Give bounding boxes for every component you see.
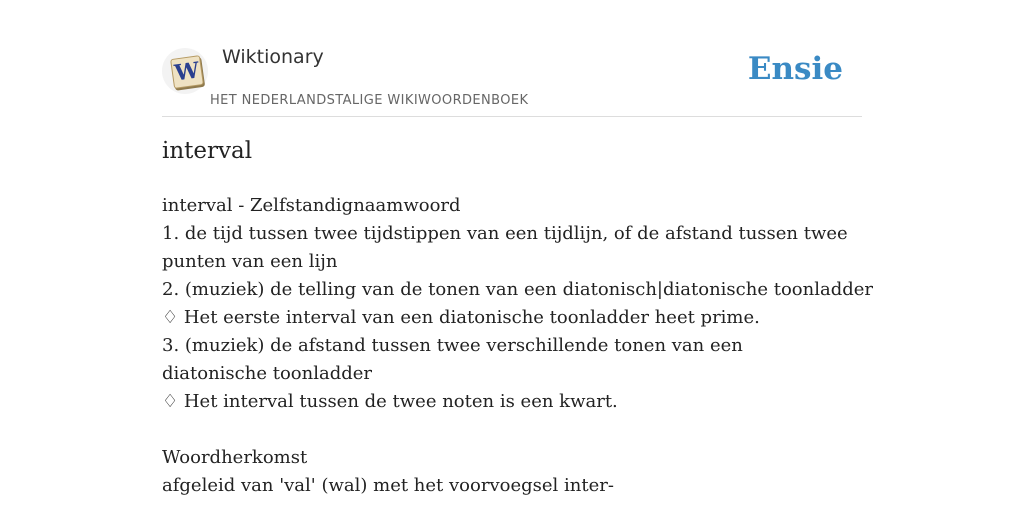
etymology-text: afgeleid van 'val' (wal) met het voorvoegsel inter- bbox=[162, 475, 614, 496]
example-2: ♢ Het eerste interval van een diatonische toonladder heet prime. bbox=[162, 307, 760, 328]
definition-3: 3. (muziek) de afstand tussen twee verschillende tonen van een diatonische toonladder bbox=[162, 335, 743, 384]
ensie-brand-link[interactable]: Ensie bbox=[747, 51, 843, 87]
logo-tile bbox=[170, 55, 204, 89]
wiktionary-logo-icon[interactable] bbox=[162, 48, 208, 94]
etymology-heading: Woordherkomst bbox=[162, 447, 308, 468]
site-tagline: HET NEDERLANDSTALIGE WIKIWOORDENBOEK bbox=[210, 93, 529, 108]
entry-title: interval bbox=[162, 138, 253, 164]
site-header bbox=[162, 40, 862, 117]
logo-letter: W bbox=[172, 57, 202, 87]
part-of-speech-line: interval - Zelfstandignaamwoord bbox=[162, 195, 461, 216]
definition-2: 2. (muziek) de telling van de tonen van een diatonisch|diatonische toonladder bbox=[162, 279, 873, 300]
entry-content bbox=[162, 192, 873, 500]
site-title-link[interactable]: Wiktionary bbox=[222, 46, 324, 68]
definition-1: 1. de tijd tussen twee tijdstippen van een tijdlijn, of de afstand tussen twee punten van een lijn bbox=[162, 223, 848, 272]
section-spacer bbox=[162, 416, 852, 444]
example-3: ♢ Het interval tussen de twee noten is een kwart. bbox=[162, 391, 618, 412]
